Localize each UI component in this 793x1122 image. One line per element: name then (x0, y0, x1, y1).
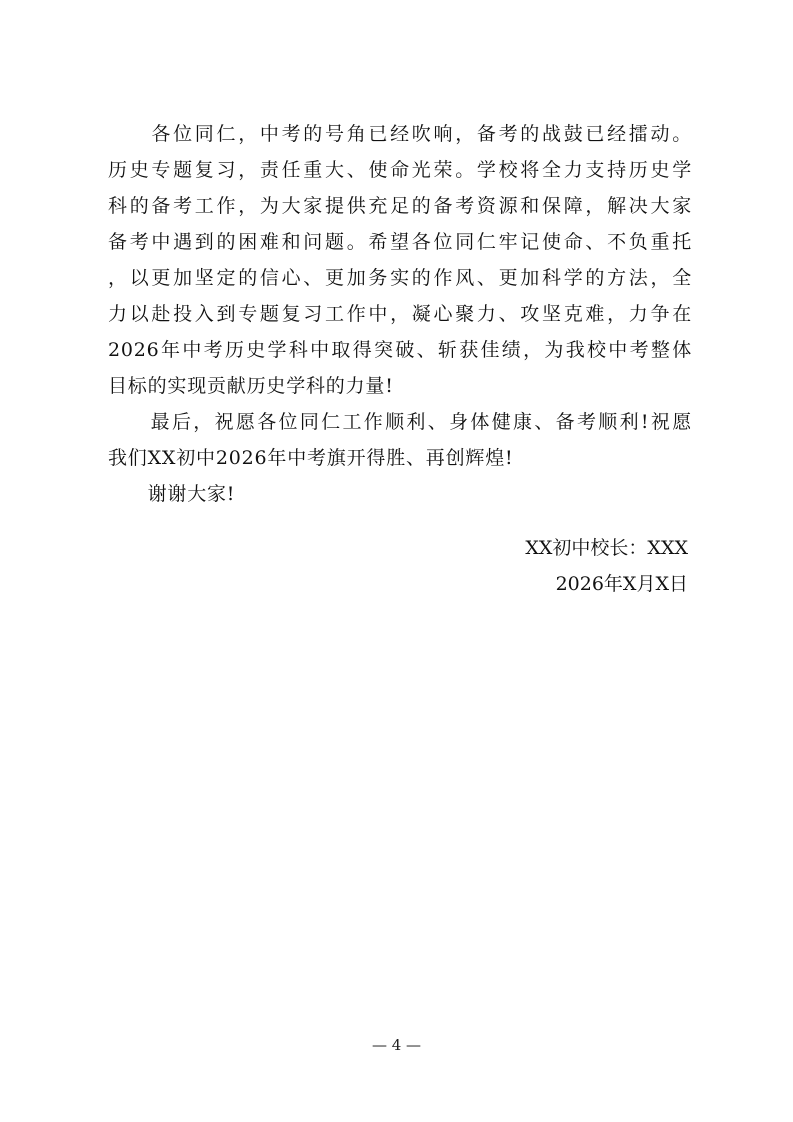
paragraph-1-line-8: 目标的实现贡献历史学科的力量! (108, 375, 394, 397)
date-line: 2026年X月X日 (555, 573, 688, 595)
paragraph-1-line-5: ，以更加坚定的信心、更加务实的作风、更加科学的方法，全 (108, 267, 692, 289)
paragraph-1-line-1: 各位同仁，中考的号角已经吹响，备考的战鼓已经擂动。 (108, 123, 692, 145)
paragraph-1-line-4: 备考中遇到的困难和问题。希望各位同仁牢记使命、不负重托 (108, 231, 692, 253)
signature-block (525, 530, 688, 602)
speech-body (108, 116, 692, 512)
signer-line: XX初中校长：XXX (525, 537, 688, 559)
paragraph-2-line-1: 最后，祝愿各位同仁工作顺利、身体健康、备考顺利!祝愿 (108, 411, 692, 433)
paragraph-1-line-3: 科的备考工作，为大家提供充足的备考资源和保障，解决大家 (108, 195, 692, 217)
page-number: — 4 — (371, 1036, 422, 1054)
paragraph-1-line-6: 力以赴投入到专题复习工作中，凝心聚力、攻坚克难，力争在 (108, 303, 692, 325)
paragraph-1-line-2: 历史专题复习，责任重大、使命光荣。学校将全力支持历史学 (108, 159, 692, 181)
paragraph-3-line-1: 谢谢大家! (108, 483, 236, 505)
paragraph-2-line-2: 我们XX初中2026年中考旗开得胜、再创辉煌! (108, 447, 514, 469)
paragraph-1-line-7: 2026年中考历史学科中取得突破、斩获佳绩，为我校中考整体 (108, 339, 692, 361)
